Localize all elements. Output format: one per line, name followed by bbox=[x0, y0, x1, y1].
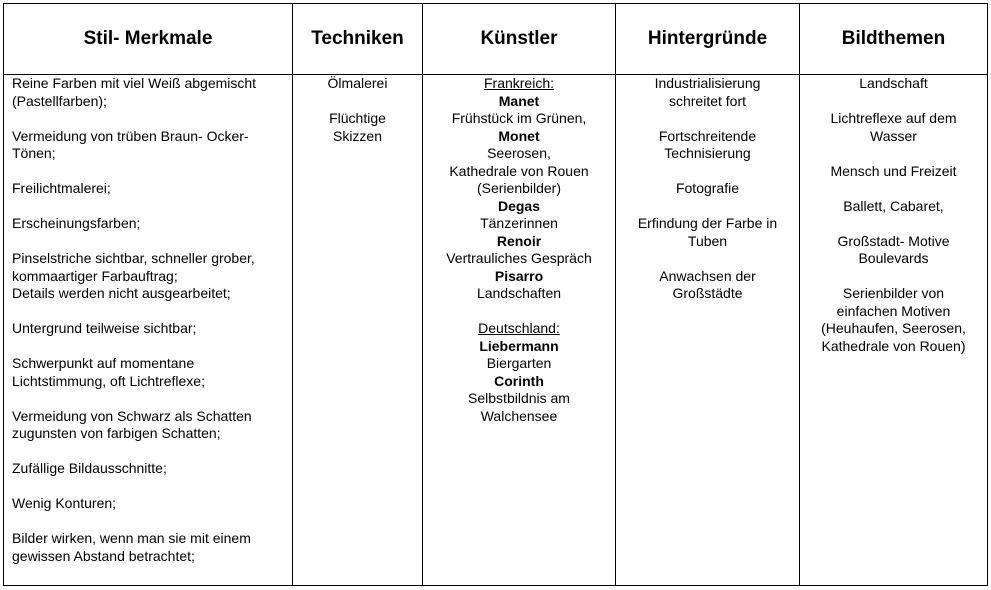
spacer bbox=[12, 478, 288, 496]
bildthema-line: Serienbilder von bbox=[842, 285, 945, 301]
hintergrund-line: Großstädte bbox=[672, 285, 743, 301]
technik-line: Ölmalerei bbox=[327, 75, 388, 91]
stil-merkmal bbox=[12, 180, 288, 198]
stil-merkmal bbox=[12, 460, 288, 478]
spacer bbox=[804, 180, 983, 198]
spacer bbox=[804, 93, 983, 111]
stil-merkmal bbox=[12, 355, 288, 390]
stil-merkmal-line: (Pastellfarben); bbox=[12, 92, 107, 109]
stil-merkmal bbox=[12, 495, 288, 513]
stil-merkmal bbox=[12, 128, 288, 163]
stil-merkmal-line: zugunsten von farbigen Schatten; bbox=[12, 425, 221, 441]
stil-merkmal bbox=[12, 250, 288, 303]
artist-work: Kathedrale von Rouen bbox=[449, 162, 589, 179]
stil-merkmal-line: Lichtstimmung, oft Lichtreflexe; bbox=[12, 372, 205, 389]
spacer bbox=[12, 163, 288, 181]
hintergrund-line: Tuben bbox=[687, 232, 728, 249]
bildthema bbox=[804, 233, 983, 268]
technik-line: Flüchtige bbox=[329, 110, 386, 126]
bildthemen-cell bbox=[800, 75, 988, 586]
artist-work: Walchensee bbox=[480, 407, 558, 424]
artist-work: Frühstück im Grünen, bbox=[451, 110, 587, 126]
bildthema-line: Boulevards bbox=[858, 250, 929, 266]
stil-merkmal bbox=[12, 408, 288, 443]
spacer bbox=[12, 390, 288, 408]
spacer bbox=[620, 198, 795, 216]
artist-name: Liebermann bbox=[479, 337, 559, 354]
stil-merkmal-line: Freilichtmalerei; bbox=[12, 180, 111, 196]
spacer bbox=[297, 93, 418, 111]
hintergrund-line: schreitet fort bbox=[668, 92, 747, 109]
artist-name: Pisarro bbox=[494, 267, 544, 284]
stil-merkmal-line: Wenig Konturen; bbox=[12, 495, 117, 511]
spacer bbox=[12, 513, 288, 531]
techniken-cell bbox=[293, 75, 423, 586]
stil-merkmal-line: Bilder wirken, wenn man sie mit einem bbox=[12, 530, 251, 546]
stil-merkmal-line: Vermeidung von trüben Braun- Ocker- bbox=[12, 127, 249, 144]
region-label: Frankreich: bbox=[483, 75, 555, 91]
region-frankreich bbox=[427, 75, 611, 303]
spacer bbox=[620, 163, 795, 181]
stil-merkmal-line: gewissen Abstand betrachtet; bbox=[12, 547, 195, 564]
stil-merkmal-line: Pinselstriche sichtbar, schneller grober, bbox=[12, 250, 255, 266]
spacer bbox=[12, 443, 288, 461]
header-row bbox=[4, 4, 988, 75]
technik bbox=[297, 75, 418, 93]
technik bbox=[297, 110, 418, 145]
artist-name: Monet bbox=[498, 127, 540, 144]
spacer bbox=[12, 338, 288, 356]
region-label: Deutschland: bbox=[478, 320, 560, 336]
spacer bbox=[804, 215, 983, 233]
bildthema-line: Kathedrale von Rouen) bbox=[821, 337, 966, 354]
spacer bbox=[12, 303, 288, 321]
region-deutschland bbox=[427, 320, 611, 425]
hintergrund-line: Fotografie bbox=[675, 180, 740, 196]
hintergrund-line: Erfindung der Farbe in bbox=[637, 215, 778, 231]
artist-work: Selbstbildnis am bbox=[468, 390, 570, 406]
header-stil-merkmale: Stil- Merkmale bbox=[4, 4, 293, 75]
header-bildthemen: Bildthemen bbox=[800, 4, 988, 75]
artist-name: Manet bbox=[498, 92, 540, 109]
artist-work: Vertrauliches Gespräch bbox=[446, 250, 592, 266]
bildthema-line: Mensch und Freizeit bbox=[830, 162, 957, 179]
bildthema-line: einfachen Motiven bbox=[836, 302, 951, 319]
bildthema bbox=[804, 163, 983, 181]
stil-merkmale-cell bbox=[4, 75, 293, 586]
spacer bbox=[620, 110, 795, 128]
artist-work: Seerosen, bbox=[487, 145, 551, 161]
stil-merkmal-line: Tönen; bbox=[12, 145, 56, 161]
hintergrund-line: Technisierung bbox=[664, 145, 751, 161]
stil-merkmal-line: Zufällige Bildausschnitte; bbox=[12, 460, 167, 476]
artist-name: Corinth bbox=[494, 372, 544, 389]
stil-merkmal-line: Untergrund teilweise sichtbar; bbox=[12, 320, 197, 336]
bildthema-line: Großstadt- Motive bbox=[837, 232, 950, 249]
hintergrund bbox=[620, 180, 795, 198]
bildthema bbox=[804, 285, 983, 355]
stil-merkmal-line: Reine Farben mit viel Weiß abgemischt bbox=[12, 75, 257, 91]
stil-merkmal-line: Schwerpunkt auf momentane bbox=[12, 355, 195, 371]
bildthema bbox=[804, 75, 983, 93]
spacer bbox=[804, 145, 983, 163]
header-techniken: Techniken bbox=[293, 4, 423, 75]
header-kuenstler: Künstler bbox=[423, 4, 616, 75]
hintergrund bbox=[620, 215, 795, 250]
bildthema-line: Lichtreflexe auf dem bbox=[830, 110, 957, 126]
bildthema-line: Ballett, Cabaret, bbox=[843, 197, 944, 214]
hintergrund-line: Anwachsen der bbox=[659, 267, 756, 284]
stil-merkmal bbox=[12, 215, 288, 233]
bildthema bbox=[804, 110, 983, 145]
stil-merkmal bbox=[12, 530, 288, 565]
kuenstler-cell bbox=[423, 75, 616, 586]
bildthema-line: Wasser bbox=[870, 127, 917, 144]
hintergrund bbox=[620, 128, 795, 163]
spacer bbox=[427, 303, 611, 321]
stil-merkmal-line: kommaartiger Farbauftrag; bbox=[12, 267, 178, 284]
artist-name: Renoir bbox=[496, 232, 542, 249]
impressionism-table bbox=[3, 3, 988, 586]
artist-work: Tänzerinnen bbox=[480, 215, 558, 231]
spacer bbox=[12, 198, 288, 216]
stil-merkmal-line: Erscheinungsfarben; bbox=[12, 215, 141, 231]
spacer bbox=[12, 110, 288, 128]
artist-name: Degas bbox=[497, 197, 541, 214]
bildthema bbox=[804, 198, 983, 216]
hintergrund bbox=[620, 75, 795, 110]
spacer bbox=[620, 250, 795, 268]
artist-work: Landschaften bbox=[476, 285, 562, 301]
stil-merkmal bbox=[12, 320, 288, 338]
stil-merkmal-line: Details werden nicht ausgearbeitet; bbox=[12, 285, 231, 301]
artist-work: (Serienbilder) bbox=[476, 180, 562, 196]
artist-work: Biergarten bbox=[486, 355, 552, 371]
bildthema-line: Landschaft bbox=[859, 75, 928, 91]
content-row bbox=[4, 75, 988, 586]
spacer bbox=[804, 268, 983, 286]
hintergrund bbox=[620, 268, 795, 303]
stil-merkmal bbox=[12, 75, 288, 110]
header-hintergruende: Hintergründe bbox=[616, 4, 800, 75]
hintergrund-line: Industrialisierung bbox=[654, 75, 761, 91]
hintergrund-line: Fortschreitende bbox=[658, 127, 757, 144]
technik-line: Skizzen bbox=[332, 127, 383, 144]
stil-merkmal-line: Vermeidung von Schwarz als Schatten bbox=[12, 407, 252, 424]
spacer bbox=[12, 233, 288, 251]
bildthema-line: (Heuhaufen, Seerosen, bbox=[821, 320, 966, 336]
hintergruende-cell bbox=[616, 75, 800, 586]
